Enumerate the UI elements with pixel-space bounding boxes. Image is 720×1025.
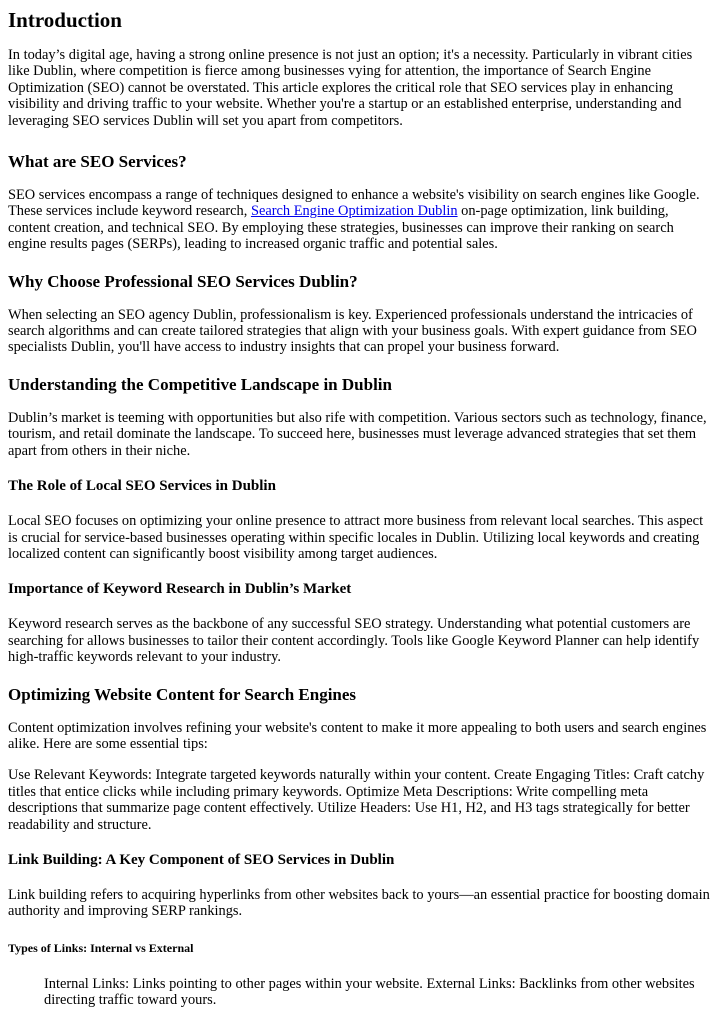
intro-paragraph: In today’s digital age, having a strong online presence is not just an option; it's a necessity. Particularly in vibrant cities like Dublin, where competition is fierce among businesses vying for attention, the importance of Search Engine Optimization (SEO) cannot be overstated. This article explores the critical role that SEO services play in enhancing visibility and driving traffic to your website. Whether you're a startup or an established enterprise, understanding and leveraging SEO services Dublin will set you apart from competitors.: [8, 47, 693, 129]
content-heading: Optimizing Website Content for Search Engines: [8, 684, 357, 704]
seo-dublin-link[interactable]: Search Engine Optimization Dublin: [250, 203, 458, 220]
what-paragraph: [8, 187, 712, 253]
keyword-paragraph: Keyword research serves as the backbone of any successful SEO strategy. Understanding what potential customers are searching for allows businesses to tailor their content accordingly. Tools like Google Keyword Planner can help identify high-traffic keywords relevant to your industry.: [8, 616, 700, 666]
content-paragraph: Content optimization involves refining your website's content to make it more appealing to both users and search engines alike. Here are some essential tips:: [8, 719, 707, 752]
links-heading: Link Building: A Key Component of SEO Services in Dublin: [8, 851, 395, 868]
keyword-heading: Importance of Keyword Research in Dublin’s Market: [8, 581, 352, 598]
why-heading: Why Choose Professional SEO Services Dublin?: [8, 271, 358, 291]
why-paragraph: When selecting an SEO agency Dublin, professionalism is key. Experienced professionals understand the intricacies of search algorithms and can create tailored strategies that align with your business goals. With expert guidance from SEO specialists Dublin, you'll have access to industry insights that can propel your business forward.: [8, 306, 697, 356]
local-paragraph: Local SEO focuses on optimizing your online presence to attract more business from relevant local searches. This aspect is crucial for service-based businesses operating within specific locales in Dublin. Utilizing local keywords and creating localized content can significantly boost visibility among target audiences.: [8, 513, 704, 562]
what-heading: What are SEO Services?: [8, 152, 187, 172]
intro-heading: Introduction: [8, 8, 122, 32]
types-paragraph: Internal Links: Links pointing to other pages within your website. External Links: Backlinks from other websites directing traffic toward yours.: [44, 975, 695, 1009]
article: [0, 8, 720, 1009]
links-paragraph: Link building refers to acquiring hyperlinks from other websites back to yours—an essential practice for boosting domain authority and improving SERP rankings.: [8, 886, 710, 920]
what-paragraph-before: SEO services encompass a range of techniques designed to enhance a website's visibility on search engines like Google. These services include keyword research,: [8, 187, 700, 220]
content-tips: Use Relevant Keywords: Integrate targeted keywords naturally within your content. Create Engaging Titles: Craft catchy titles that entice clicks while including primary keywords. Optimize Meta Descriptions: Write compelling meta descriptions that summarize page content effectively. Utilize Headers: Use H1, H2, and H3 tags strategically for better readability and structure.: [8, 767, 705, 833]
local-heading: The Role of Local SEO Services in Dublin: [8, 478, 276, 495]
landscape-heading: Understanding the Competitive Landscape in Dublin: [8, 374, 392, 394]
what-paragraph-after: on-page optimization, link building, content creation, and technical SEO. By employing these strategies, businesses can improve their ranking on search engine results pages (SERPs), leading to increased organic traffic and potential sales.: [8, 203, 674, 253]
types-heading: Types of Links: Internal vs External: [8, 940, 194, 955]
landscape-paragraph: Dublin’s market is teeming with opportunities but also rife with competition. Various sectors such as technology, finance, tourism, and retail dominate the landscape. To succeed here, businesses must leverage advanced strategies that set them apart from others in their niche.: [8, 409, 707, 459]
